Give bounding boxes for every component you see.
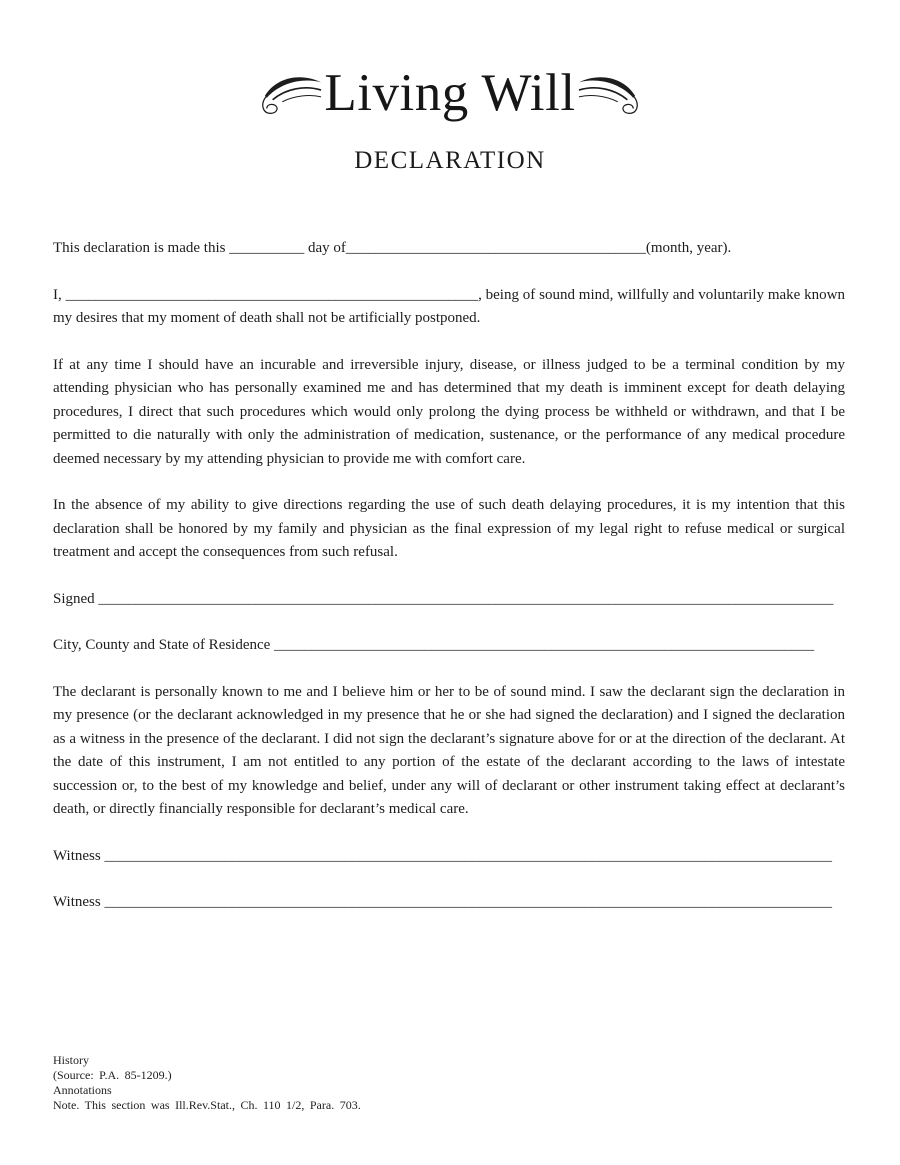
document-body (0, 237, 900, 915)
flourish-right-icon (577, 69, 639, 117)
document-header (0, 0, 900, 175)
witness1-line (53, 845, 845, 869)
annotations-heading: Annotations (53, 1083, 112, 1097)
history-heading: History (53, 1053, 89, 1067)
document-footer (53, 1053, 361, 1113)
signed-blank: __________________________________________________________________________________________________ (98, 590, 834, 607)
signed-line (53, 588, 845, 612)
witness1-blank: _________________________________________________________________________________________________ (104, 847, 832, 864)
date-line-paragraph: This declaration is made this __________ day of________________________________________(month, year). (53, 240, 732, 256)
document-title: Living Will (324, 63, 576, 122)
document-subtitle: DECLARATION (354, 147, 546, 174)
residence-line (53, 634, 845, 658)
declarant-paragraph: I, _______________________________________________________, being of sound mind, willfully and voluntarily make known my desires that my moment of death shall not be artificially postponed. (53, 286, 845, 326)
residence-label: City, County and State of Residence (53, 637, 271, 653)
intention-paragraph: In the absence of my ability to give directions regarding the use of such death delaying procedures, it is my intention that this declaration shall be honored by my family and physician as the final expression of my legal right to refuse medical or surgical treatment and accept the consequences from such refusal. (53, 497, 845, 560)
signed-label: Signed (53, 590, 95, 607)
flourish-left-icon (261, 69, 323, 117)
title-row (0, 56, 900, 130)
witness2-line (53, 891, 845, 915)
terminal-condition-paragraph: If at any time I should have an incurable and irreversible injury, disease, or illness judged to be a terminal condition by my attending physician who has personally examined me and has determined that my death is imminent except for death delaying procedures, I direct that such procedures which would only prolong the dying process be withheld or withdrawn, and that I be permitted to die naturally with only the administration of medication, sustenance, or the performance of any medical procedure deemed necessary by my attending physician to provide me with comfort care. (53, 356, 845, 467)
witness-statement-paragraph: The declarant is personally known to me and I believe him or her to be of sound mind. I saw the declarant sign the declaration in my presence (or the declarant acknowledged in my presence that he or she had signed the declaration) and I signed the declaration as a witness in the presence of the declarant. I did not sign the declarant’s signature above for or at the direction of the declarant. At the date of this instrument, I am not entitled to any portion of the estate of the declarant according to the laws of intestate succession or, to the best of my knowledge and belief, under any will of declarant or other instrument taking effect at declarant’s death, or directly financially responsible for declarant’s medical care. (53, 683, 845, 817)
statute-note: Note. This section was Ill.Rev.Stat., Ch. 110 1/2, Para. 703. (53, 1098, 361, 1112)
witness2-blank: _________________________________________________________________________________________________ (104, 894, 832, 910)
source-citation: (Source: P.A. 85-1209.) (53, 1068, 172, 1082)
witness1-label: Witness (53, 847, 101, 864)
witness2-label: Witness (53, 894, 101, 910)
residence-blank: ________________________________________________________________________ (274, 637, 815, 653)
